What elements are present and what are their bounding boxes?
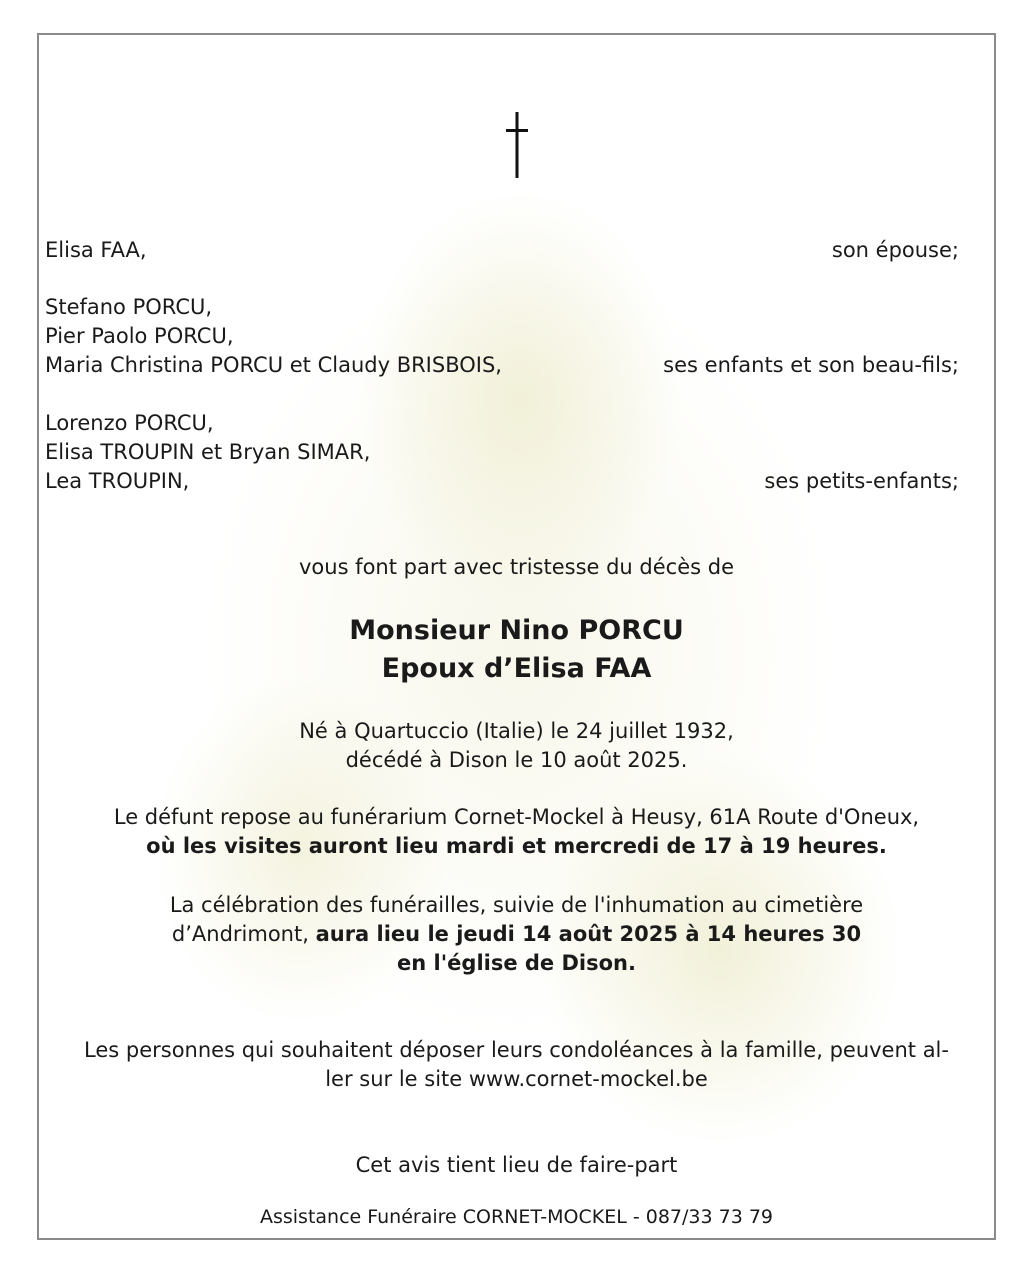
family-name-line: Stefano PORCU, [45, 295, 213, 319]
condolences-website: ler sur le site www.cornet-mockel.be [325, 1067, 708, 1091]
family-name-line: Lorenzo PORCU, [45, 411, 214, 435]
death-text: décédé à Dison le 10 août 2025. [345, 748, 688, 772]
deceased-spouse: Epoux d’Elisa FAA [381, 653, 652, 684]
ceremony-church: en l'église de Dison. [397, 951, 636, 975]
family-name-line: Pier Paolo PORCU, [45, 324, 234, 348]
visits-text: où les visites auront lieu mardi et mercredi de 17 à 19 heures. [146, 834, 887, 858]
family-relation: ses enfants et son beau-fils; [663, 353, 959, 377]
deceased-name: Monsieur Nino PORCU [349, 615, 684, 646]
family-name-line: Maria Christina PORCU et Claudy BRISBOIS, [45, 353, 502, 377]
notice-text: Cet avis tient lieu de faire-part [355, 1153, 678, 1177]
rest-text: Le défunt repose au funérarium Cornet-Mockel à Heusy, 61A Route d'Oneux, [113, 805, 920, 829]
ceremony-text: La célébration des funérailles, suivie de l'inhumation au cimetière [169, 893, 864, 917]
family-relation: ses petits-enfants; [764, 469, 959, 493]
birth-text: Né à Quartuccio (Italie) le 24 juillet 1932, [299, 719, 734, 743]
family-relation: son épouse; [831, 238, 959, 262]
family-name-line: Elisa TROUPIN et Bryan SIMAR, [45, 440, 371, 464]
ceremony-place: d’Andrimont, [171, 922, 316, 946]
ceremony-date: aura lieu le jeudi 14 août 2025 à 14 heures 30 [315, 922, 862, 946]
ceremony-date-line [37, 920, 996, 949]
cross-icon [506, 112, 528, 178]
condolences-text: Les personnes qui souhaitent déposer leurs condoléances à la famille, peuvent al- [84, 1038, 949, 1062]
family-name-line: Lea TROUPIN, [45, 469, 190, 493]
intro-text: vous font part avec tristesse du décès de [298, 555, 734, 579]
family-name-line: Elisa FAA, [45, 238, 147, 262]
footer-contact: Assistance Funéraire CORNET-MOCKEL - 087/33 73 79 [259, 1206, 774, 1228]
